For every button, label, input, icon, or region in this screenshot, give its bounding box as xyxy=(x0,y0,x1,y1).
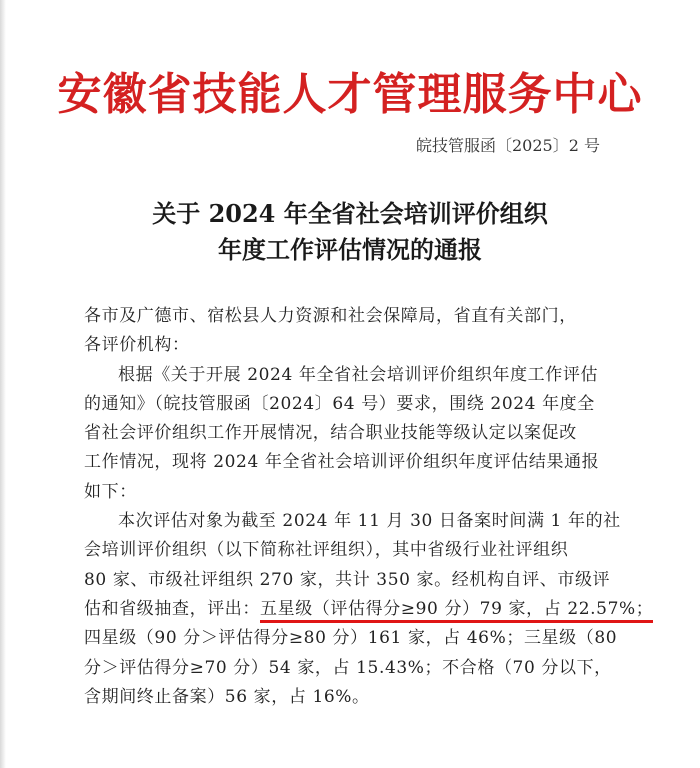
paragraph-2-line-3: 80 家、市级社评组织 270 家，共计 350 家。经机构自评、市级评 xyxy=(84,569,611,590)
paragraph-1-line-3: 省社会评价组织工作开展情况，结合职业技能等级认定以案促改 xyxy=(84,423,577,444)
paragraph-2-line-2: 会培训评价组织（以下简称社评组织），其中省级行业社评组织 xyxy=(84,540,569,561)
paragraph-1-line-2: 的通知》（皖技管服函〔2024〕64 号）要求，围绕 2024 年度全 xyxy=(84,393,595,414)
org-header-title: 安徽省技能人才管理服务中心 xyxy=(57,69,643,120)
paragraph-2-line-1: 本次评估对象为截至 2024 年 11 月 30 日备案时间满 1 年的社 xyxy=(118,511,621,532)
paragraph-1-line-1: 根据《关于开展 2024 年全省社会培训评价组织年度工作评估 xyxy=(118,364,599,385)
document-body xyxy=(84,302,654,712)
document-number: 皖技管服函〔2025〕2 号 xyxy=(416,136,600,155)
paragraph-1-line-4: 工作情况，现将 2024 年全省社会培训评价组织年度评估结果通报 xyxy=(84,452,600,473)
paragraph-2-line-6: 分＞评估得分≥70 分）54 家，占 15.43%；不合格（70 分以下， xyxy=(84,657,612,678)
paragraph-2-line-4 xyxy=(84,595,654,624)
paragraph-2-line-5: 四星级（90 分＞评估得分≥80 分）161 家，占 46%；三星级（80 xyxy=(84,628,618,649)
paragraph-2-line-7: 含期间终止备案）56 家，占 16%。 xyxy=(84,686,370,707)
document-title-line-1: 关于 2024 年全省社会培训评价组织 xyxy=(152,199,548,228)
salutation-line-2: 各评价机构： xyxy=(84,335,190,356)
paragraph-1-line-5: 如下： xyxy=(84,481,137,502)
result-intro-text: 估和省级抽查，评出： xyxy=(84,598,260,619)
salutation-line-1: 各市及广德市、宿松县人力资源和社会保障局，省直有关部门， xyxy=(84,306,577,326)
document-title-line-2: 年度工作评估情况的通报 xyxy=(218,235,482,264)
document-title xyxy=(0,196,700,268)
five-star-highlight: 五星级（评估得分≥90 分）79 家，占 22.57%； xyxy=(260,599,653,623)
